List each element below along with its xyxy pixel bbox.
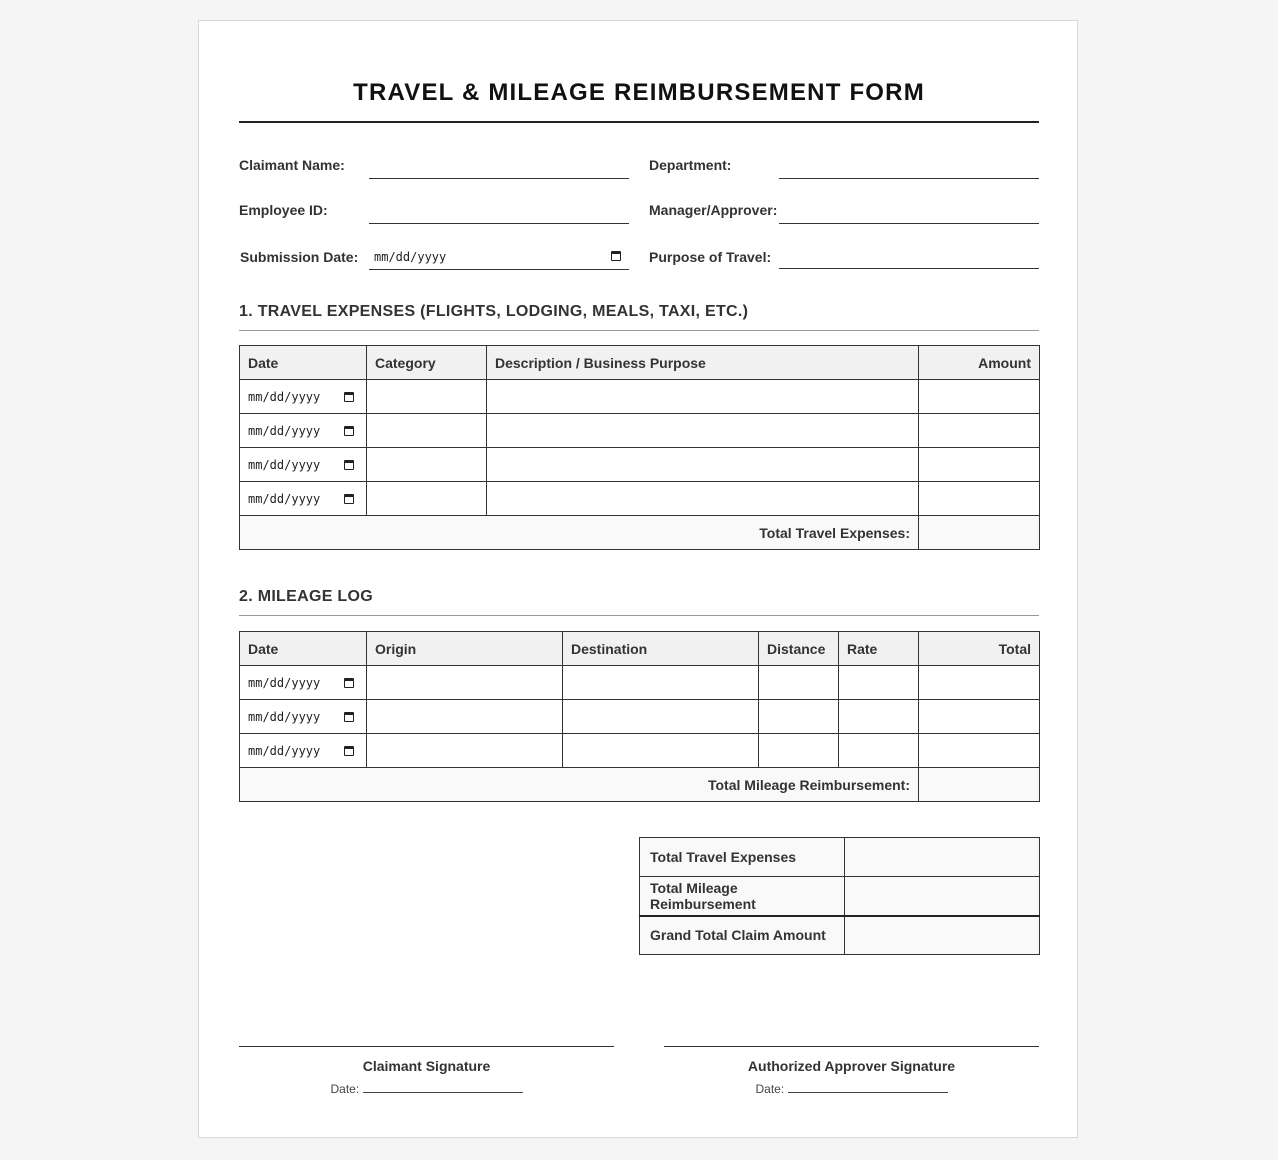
manager-input[interactable] bbox=[779, 202, 1039, 224]
approver-date-line[interactable] bbox=[788, 1081, 948, 1093]
summary-travel-label: Total Travel Expenses bbox=[640, 838, 845, 877]
table-row bbox=[240, 448, 1040, 482]
row-total-input[interactable] bbox=[919, 666, 1040, 700]
distance-input[interactable] bbox=[759, 734, 839, 768]
form-title: TRAVEL & MILEAGE REIMBURSEMENT FORM bbox=[353, 79, 925, 106]
date-value: mm/dd/yyyy bbox=[248, 423, 321, 438]
table-row bbox=[240, 734, 1040, 768]
col-amount: Amount bbox=[919, 346, 1040, 380]
calendar-icon[interactable] bbox=[344, 494, 354, 504]
mileage-log-table bbox=[239, 631, 1040, 802]
manager-label: Manager/Approver: bbox=[649, 202, 778, 218]
calendar-icon[interactable] bbox=[344, 712, 354, 722]
mileage-section-title: 2. MILEAGE LOG bbox=[239, 588, 1039, 616]
col-rate: Rate bbox=[839, 632, 919, 666]
summary-row bbox=[640, 916, 1040, 955]
summary-table bbox=[639, 837, 1040, 955]
calendar-icon[interactable] bbox=[344, 746, 354, 756]
approver-signature-label: Authorized Approver Signature bbox=[747, 1058, 956, 1074]
calendar-icon[interactable] bbox=[344, 678, 354, 688]
calendar-icon[interactable] bbox=[611, 251, 621, 261]
purpose-input[interactable] bbox=[779, 247, 1039, 269]
employee-id-label: Employee ID: bbox=[239, 202, 328, 218]
submission-date-value: mm/dd/yyyy bbox=[374, 250, 447, 264]
row-total-input[interactable] bbox=[919, 734, 1040, 768]
date-input[interactable] bbox=[240, 482, 367, 516]
date-input[interactable] bbox=[240, 734, 367, 768]
origin-input[interactable] bbox=[367, 734, 563, 768]
col-category: Category bbox=[367, 346, 487, 380]
date-input[interactable] bbox=[240, 414, 367, 448]
col-destination: Destination bbox=[563, 632, 759, 666]
calendar-icon[interactable] bbox=[344, 426, 354, 436]
grand-total-label: Grand Total Claim Amount bbox=[640, 916, 845, 955]
summary-mileage-value[interactable] bbox=[845, 877, 1040, 916]
travel-expenses-table bbox=[239, 345, 1040, 550]
description-input[interactable] bbox=[487, 380, 919, 414]
claimant-signature-block bbox=[239, 1046, 614, 1096]
amount-input[interactable] bbox=[919, 482, 1040, 516]
total-travel-label: Total Travel Expenses: bbox=[240, 516, 919, 550]
total-row bbox=[240, 768, 1040, 802]
claimant-date bbox=[239, 1081, 614, 1096]
date-input[interactable] bbox=[240, 448, 367, 482]
amount-input[interactable] bbox=[919, 380, 1040, 414]
department-input[interactable] bbox=[779, 157, 1039, 179]
approver-date bbox=[664, 1081, 1039, 1096]
grand-total-value[interactable] bbox=[845, 916, 1040, 955]
purpose-label: Purpose of Travel: bbox=[649, 249, 772, 265]
col-date: Date bbox=[240, 346, 367, 380]
date-value: mm/dd/yyyy bbox=[248, 709, 321, 724]
col-distance: Distance bbox=[759, 632, 839, 666]
date-input[interactable] bbox=[240, 666, 367, 700]
submission-date-input[interactable] bbox=[369, 244, 629, 270]
total-row bbox=[240, 516, 1040, 550]
table-row bbox=[240, 666, 1040, 700]
amount-input[interactable] bbox=[919, 448, 1040, 482]
category-input[interactable] bbox=[367, 380, 487, 414]
employee-id-input[interactable] bbox=[369, 202, 629, 224]
date-input[interactable] bbox=[240, 700, 367, 734]
date-value: mm/dd/yyyy bbox=[248, 675, 321, 690]
approver-signature-block bbox=[664, 1046, 1039, 1096]
rate-input[interactable] bbox=[839, 700, 919, 734]
origin-input[interactable] bbox=[367, 666, 563, 700]
destination-input[interactable] bbox=[563, 700, 759, 734]
table-row bbox=[240, 482, 1040, 516]
approver-signature-line[interactable] bbox=[664, 1046, 1039, 1047]
description-input[interactable] bbox=[487, 448, 919, 482]
claimant-signature-label: Claimant Signature bbox=[362, 1058, 491, 1074]
summary-row bbox=[640, 877, 1040, 916]
row-total-input[interactable] bbox=[919, 700, 1040, 734]
department-label: Department: bbox=[649, 157, 732, 173]
total-mileage-label: Total Mileage Reimbursement: bbox=[240, 768, 919, 802]
claimant-date-line[interactable] bbox=[363, 1081, 523, 1093]
table-row bbox=[240, 380, 1040, 414]
total-mileage-value[interactable] bbox=[919, 768, 1040, 802]
description-input[interactable] bbox=[487, 482, 919, 516]
claimant-name-input[interactable] bbox=[369, 157, 629, 179]
approver-date-label: Date: bbox=[755, 1082, 785, 1096]
date-value: mm/dd/yyyy bbox=[248, 491, 321, 506]
calendar-icon[interactable] bbox=[344, 460, 354, 470]
claimant-date-label: Date: bbox=[330, 1082, 360, 1096]
date-input[interactable] bbox=[240, 380, 367, 414]
table-row bbox=[240, 414, 1040, 448]
table-header-row bbox=[240, 632, 1040, 666]
col-origin: Origin bbox=[367, 632, 563, 666]
summary-row bbox=[640, 838, 1040, 877]
summary-mileage-label: Total Mileage Reimbursement bbox=[640, 877, 845, 916]
description-input[interactable] bbox=[487, 414, 919, 448]
date-value: mm/dd/yyyy bbox=[248, 743, 321, 758]
total-travel-value[interactable] bbox=[919, 516, 1040, 550]
submission-date-label: Submission Date: bbox=[240, 249, 359, 265]
amount-input[interactable] bbox=[919, 414, 1040, 448]
category-input[interactable] bbox=[367, 414, 487, 448]
category-input[interactable] bbox=[367, 448, 487, 482]
title-divider bbox=[239, 121, 1039, 123]
destination-input[interactable] bbox=[563, 734, 759, 768]
date-value: mm/dd/yyyy bbox=[248, 457, 321, 472]
distance-input[interactable] bbox=[759, 700, 839, 734]
distance-input[interactable] bbox=[759, 666, 839, 700]
date-value: mm/dd/yyyy bbox=[248, 389, 321, 404]
rate-input[interactable] bbox=[839, 734, 919, 768]
destination-input[interactable] bbox=[563, 666, 759, 700]
rate-input[interactable] bbox=[839, 666, 919, 700]
col-description: Description / Business Purpose bbox=[487, 346, 919, 380]
summary-travel-value[interactable] bbox=[845, 838, 1040, 877]
claimant-signature-line[interactable] bbox=[239, 1046, 614, 1047]
claimant-name-label: Claimant Name: bbox=[239, 157, 345, 173]
travel-section-title: 1. TRAVEL EXPENSES (FLIGHTS, LODGING, MEALS, TAXI, ETC.) bbox=[239, 303, 1039, 331]
table-header-row bbox=[240, 346, 1040, 380]
col-date: Date bbox=[240, 632, 367, 666]
col-total: Total bbox=[919, 632, 1040, 666]
calendar-icon[interactable] bbox=[344, 392, 354, 402]
origin-input[interactable] bbox=[367, 700, 563, 734]
form-page bbox=[198, 20, 1078, 1138]
category-input[interactable] bbox=[367, 482, 487, 516]
table-row bbox=[240, 700, 1040, 734]
